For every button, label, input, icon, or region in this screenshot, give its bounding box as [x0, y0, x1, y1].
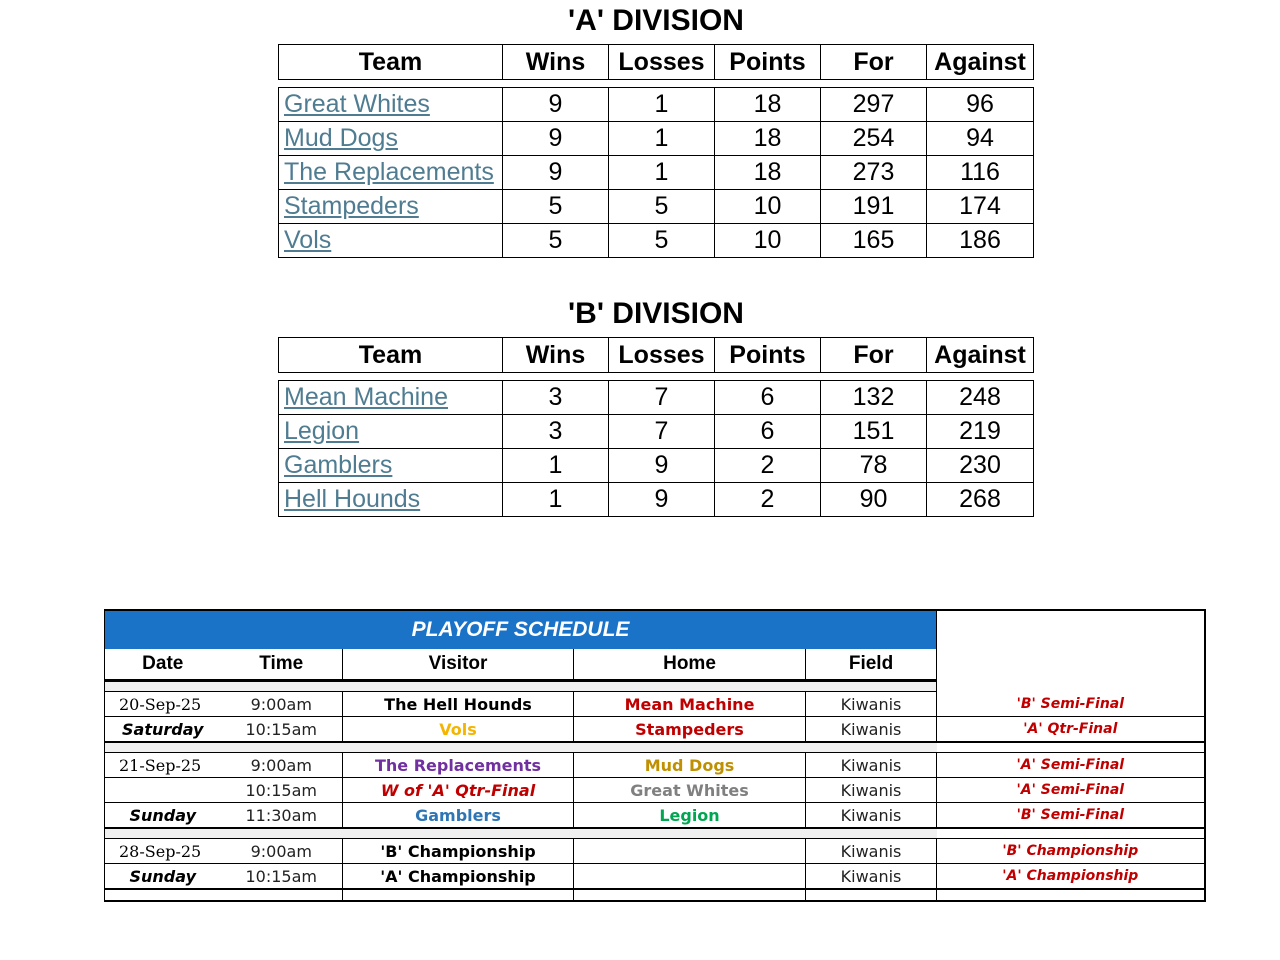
points-cell: 6: [715, 415, 821, 449]
col-header-wins: Wins: [503, 338, 609, 373]
losses-cell: 5: [609, 224, 715, 258]
visitor-cell: Vols: [343, 717, 574, 743]
schedule-row: [105, 778, 1205, 803]
col-header-team: Team: [279, 45, 503, 80]
wins-cell: 3: [503, 415, 609, 449]
losses-cell: 1: [609, 156, 715, 190]
visitor-cell: Gamblers: [343, 803, 574, 829]
date-cell: 20-Sep-25: [105, 692, 221, 717]
team-link[interactable]: The Replacements: [284, 158, 494, 186]
against-cell: 116: [927, 156, 1034, 190]
playoff-banner-row: [105, 610, 1205, 649]
team-cell: [279, 483, 503, 517]
for-cell: 90: [821, 483, 927, 517]
home-cell: [574, 864, 806, 890]
day-cell: [105, 778, 221, 803]
team-cell: [279, 415, 503, 449]
col-header-for: For: [821, 45, 927, 80]
col-header-home: Home: [574, 649, 806, 681]
team-link[interactable]: Hell Hounds: [284, 485, 421, 513]
game-note-cell: 'A' Semi-Final: [937, 753, 1205, 778]
for-cell: 254: [821, 122, 927, 156]
home-cell: [574, 839, 806, 864]
team-link[interactable]: Great Whites: [284, 90, 430, 118]
day-cell: Saturday: [105, 717, 221, 743]
table-header-row: [279, 45, 1034, 80]
team-link[interactable]: Gamblers: [284, 451, 393, 479]
schedule-spacer: [105, 742, 1205, 753]
game-note-cell: 'A' Qtr-Final: [937, 717, 1205, 743]
team-cell: [279, 224, 503, 258]
date-cell: 21-Sep-25: [105, 753, 221, 778]
home-cell: Great Whites: [574, 778, 806, 803]
home-cell: Stampeders: [574, 717, 806, 743]
col-header-team: Team: [279, 338, 503, 373]
table-row: [279, 381, 1034, 415]
against-cell: 174: [927, 190, 1034, 224]
time-cell: 10:15am: [221, 864, 343, 890]
playoff-schedule-table: [104, 609, 1206, 902]
col-header-date: Date: [105, 649, 221, 681]
points-cell: 10: [715, 190, 821, 224]
table-row: [279, 415, 1034, 449]
team-link[interactable]: Legion: [284, 417, 360, 445]
for-cell: 78: [821, 449, 927, 483]
points-cell: 6: [715, 381, 821, 415]
losses-cell: 1: [609, 88, 715, 122]
for-cell: 165: [821, 224, 927, 258]
visitor-cell: The Hell Hounds: [343, 692, 574, 717]
col-header-for: For: [821, 338, 927, 373]
time-cell: 11:30am: [221, 803, 343, 829]
time-cell: 10:15am: [221, 717, 343, 743]
team-cell: [279, 88, 503, 122]
a-division-title: 'A' DIVISION: [568, 4, 744, 37]
date-cell: 28-Sep-25: [105, 839, 221, 864]
table-row: [279, 156, 1034, 190]
team-link[interactable]: Stampeders: [284, 192, 419, 220]
points-cell: 18: [715, 88, 821, 122]
table-row: [279, 190, 1034, 224]
time-cell: 9:00am: [221, 692, 343, 717]
field-cell: Kiwanis: [806, 753, 937, 778]
table-row: [279, 224, 1034, 258]
for-cell: 151: [821, 415, 927, 449]
col-header-points: Points: [715, 45, 821, 80]
field-cell: Kiwanis: [806, 803, 937, 829]
home-cell: Legion: [574, 803, 806, 829]
game-note-cell: 'B' Championship: [937, 839, 1205, 864]
col-header-visitor: Visitor: [343, 649, 574, 681]
b-division-body: [279, 381, 1034, 517]
b-division-title: 'B' DIVISION: [568, 297, 744, 330]
field-cell: Kiwanis: [806, 692, 937, 717]
team-cell: [279, 122, 503, 156]
for-cell: 273: [821, 156, 927, 190]
team-cell: [279, 190, 503, 224]
against-cell: 186: [927, 224, 1034, 258]
points-cell: 10: [715, 224, 821, 258]
wins-cell: 9: [503, 156, 609, 190]
col-header-time: Time: [221, 649, 343, 681]
schedule-row: [105, 803, 1205, 829]
b-division-table: [278, 337, 1034, 517]
game-note-cell: 'A' Semi-Final: [937, 778, 1205, 803]
team-cell: [279, 156, 503, 190]
schedule-row: [105, 753, 1205, 778]
visitor-cell: The Replacements: [343, 753, 574, 778]
wins-cell: 9: [503, 88, 609, 122]
losses-cell: 7: [609, 415, 715, 449]
losses-cell: 1: [609, 122, 715, 156]
col-header-against: Against: [927, 45, 1034, 80]
field-cell: Kiwanis: [806, 778, 937, 803]
home-cell: Mud Dogs: [574, 753, 806, 778]
home-cell: Mean Machine: [574, 692, 806, 717]
table-row: [279, 122, 1034, 156]
a-division-table: [278, 44, 1034, 258]
against-cell: 268: [927, 483, 1034, 517]
for-cell: 191: [821, 190, 927, 224]
against-cell: 230: [927, 449, 1034, 483]
visitor-cell: 'B' Championship: [343, 839, 574, 864]
col-header-against: Against: [927, 338, 1034, 373]
against-cell: 248: [927, 381, 1034, 415]
game-note-cell: 'B' Semi-Final: [937, 803, 1205, 829]
wins-cell: 5: [503, 224, 609, 258]
table-gap: [279, 80, 1034, 88]
points-cell: 18: [715, 156, 821, 190]
points-cell: 2: [715, 449, 821, 483]
losses-cell: 9: [609, 483, 715, 517]
col-header-losses: Losses: [609, 45, 715, 80]
schedule-row: [105, 839, 1205, 864]
schedule-end-row: [105, 889, 1205, 901]
team-cell: [279, 381, 503, 415]
time-cell: 9:00am: [221, 753, 343, 778]
points-cell: 2: [715, 483, 821, 517]
table-gap: [279, 373, 1034, 381]
field-cell: Kiwanis: [806, 864, 937, 890]
table-row: [279, 88, 1034, 122]
against-cell: 219: [927, 415, 1034, 449]
wins-cell: 1: [503, 483, 609, 517]
col-header-wins: Wins: [503, 45, 609, 80]
team-link[interactable]: Mean Machine: [284, 383, 448, 411]
table-header-row: [279, 338, 1034, 373]
against-cell: 94: [927, 122, 1034, 156]
day-cell: Sunday: [105, 803, 221, 829]
team-link[interactable]: Vols: [284, 226, 332, 254]
losses-cell: 7: [609, 381, 715, 415]
wins-cell: 5: [503, 190, 609, 224]
schedule-row: [105, 717, 1205, 743]
playoff-schedule-title: PLAYOFF SCHEDULE: [105, 610, 937, 649]
losses-cell: 9: [609, 449, 715, 483]
table-row: [279, 449, 1034, 483]
playoff-schedule-body: [105, 692, 1205, 902]
playoff-notes-header: [937, 610, 1205, 692]
time-cell: 9:00am: [221, 839, 343, 864]
wins-cell: 1: [503, 449, 609, 483]
for-cell: 132: [821, 381, 927, 415]
field-cell: Kiwanis: [806, 717, 937, 743]
table-row: [279, 483, 1034, 517]
schedule-spacer: [105, 828, 1205, 839]
col-header-points: Points: [715, 338, 821, 373]
day-cell: Sunday: [105, 864, 221, 890]
visitor-cell: W of 'A' Qtr-Final: [343, 778, 574, 803]
time-cell: 10:15am: [221, 778, 343, 803]
visitor-cell: 'A' Championship: [343, 864, 574, 890]
field-cell: Kiwanis: [806, 839, 937, 864]
col-header-losses: Losses: [609, 338, 715, 373]
schedule-row: [105, 864, 1205, 890]
a-division-body: [279, 88, 1034, 258]
game-note-cell: 'B' Semi-Final: [937, 692, 1205, 717]
for-cell: 297: [821, 88, 927, 122]
team-cell: [279, 449, 503, 483]
col-header-field: Field: [806, 649, 937, 681]
wins-cell: 9: [503, 122, 609, 156]
against-cell: 96: [927, 88, 1034, 122]
game-note-cell: 'A' Championship: [937, 864, 1205, 890]
wins-cell: 3: [503, 381, 609, 415]
losses-cell: 5: [609, 190, 715, 224]
schedule-row: [105, 692, 1205, 717]
team-link[interactable]: Mud Dogs: [284, 124, 398, 152]
points-cell: 18: [715, 122, 821, 156]
